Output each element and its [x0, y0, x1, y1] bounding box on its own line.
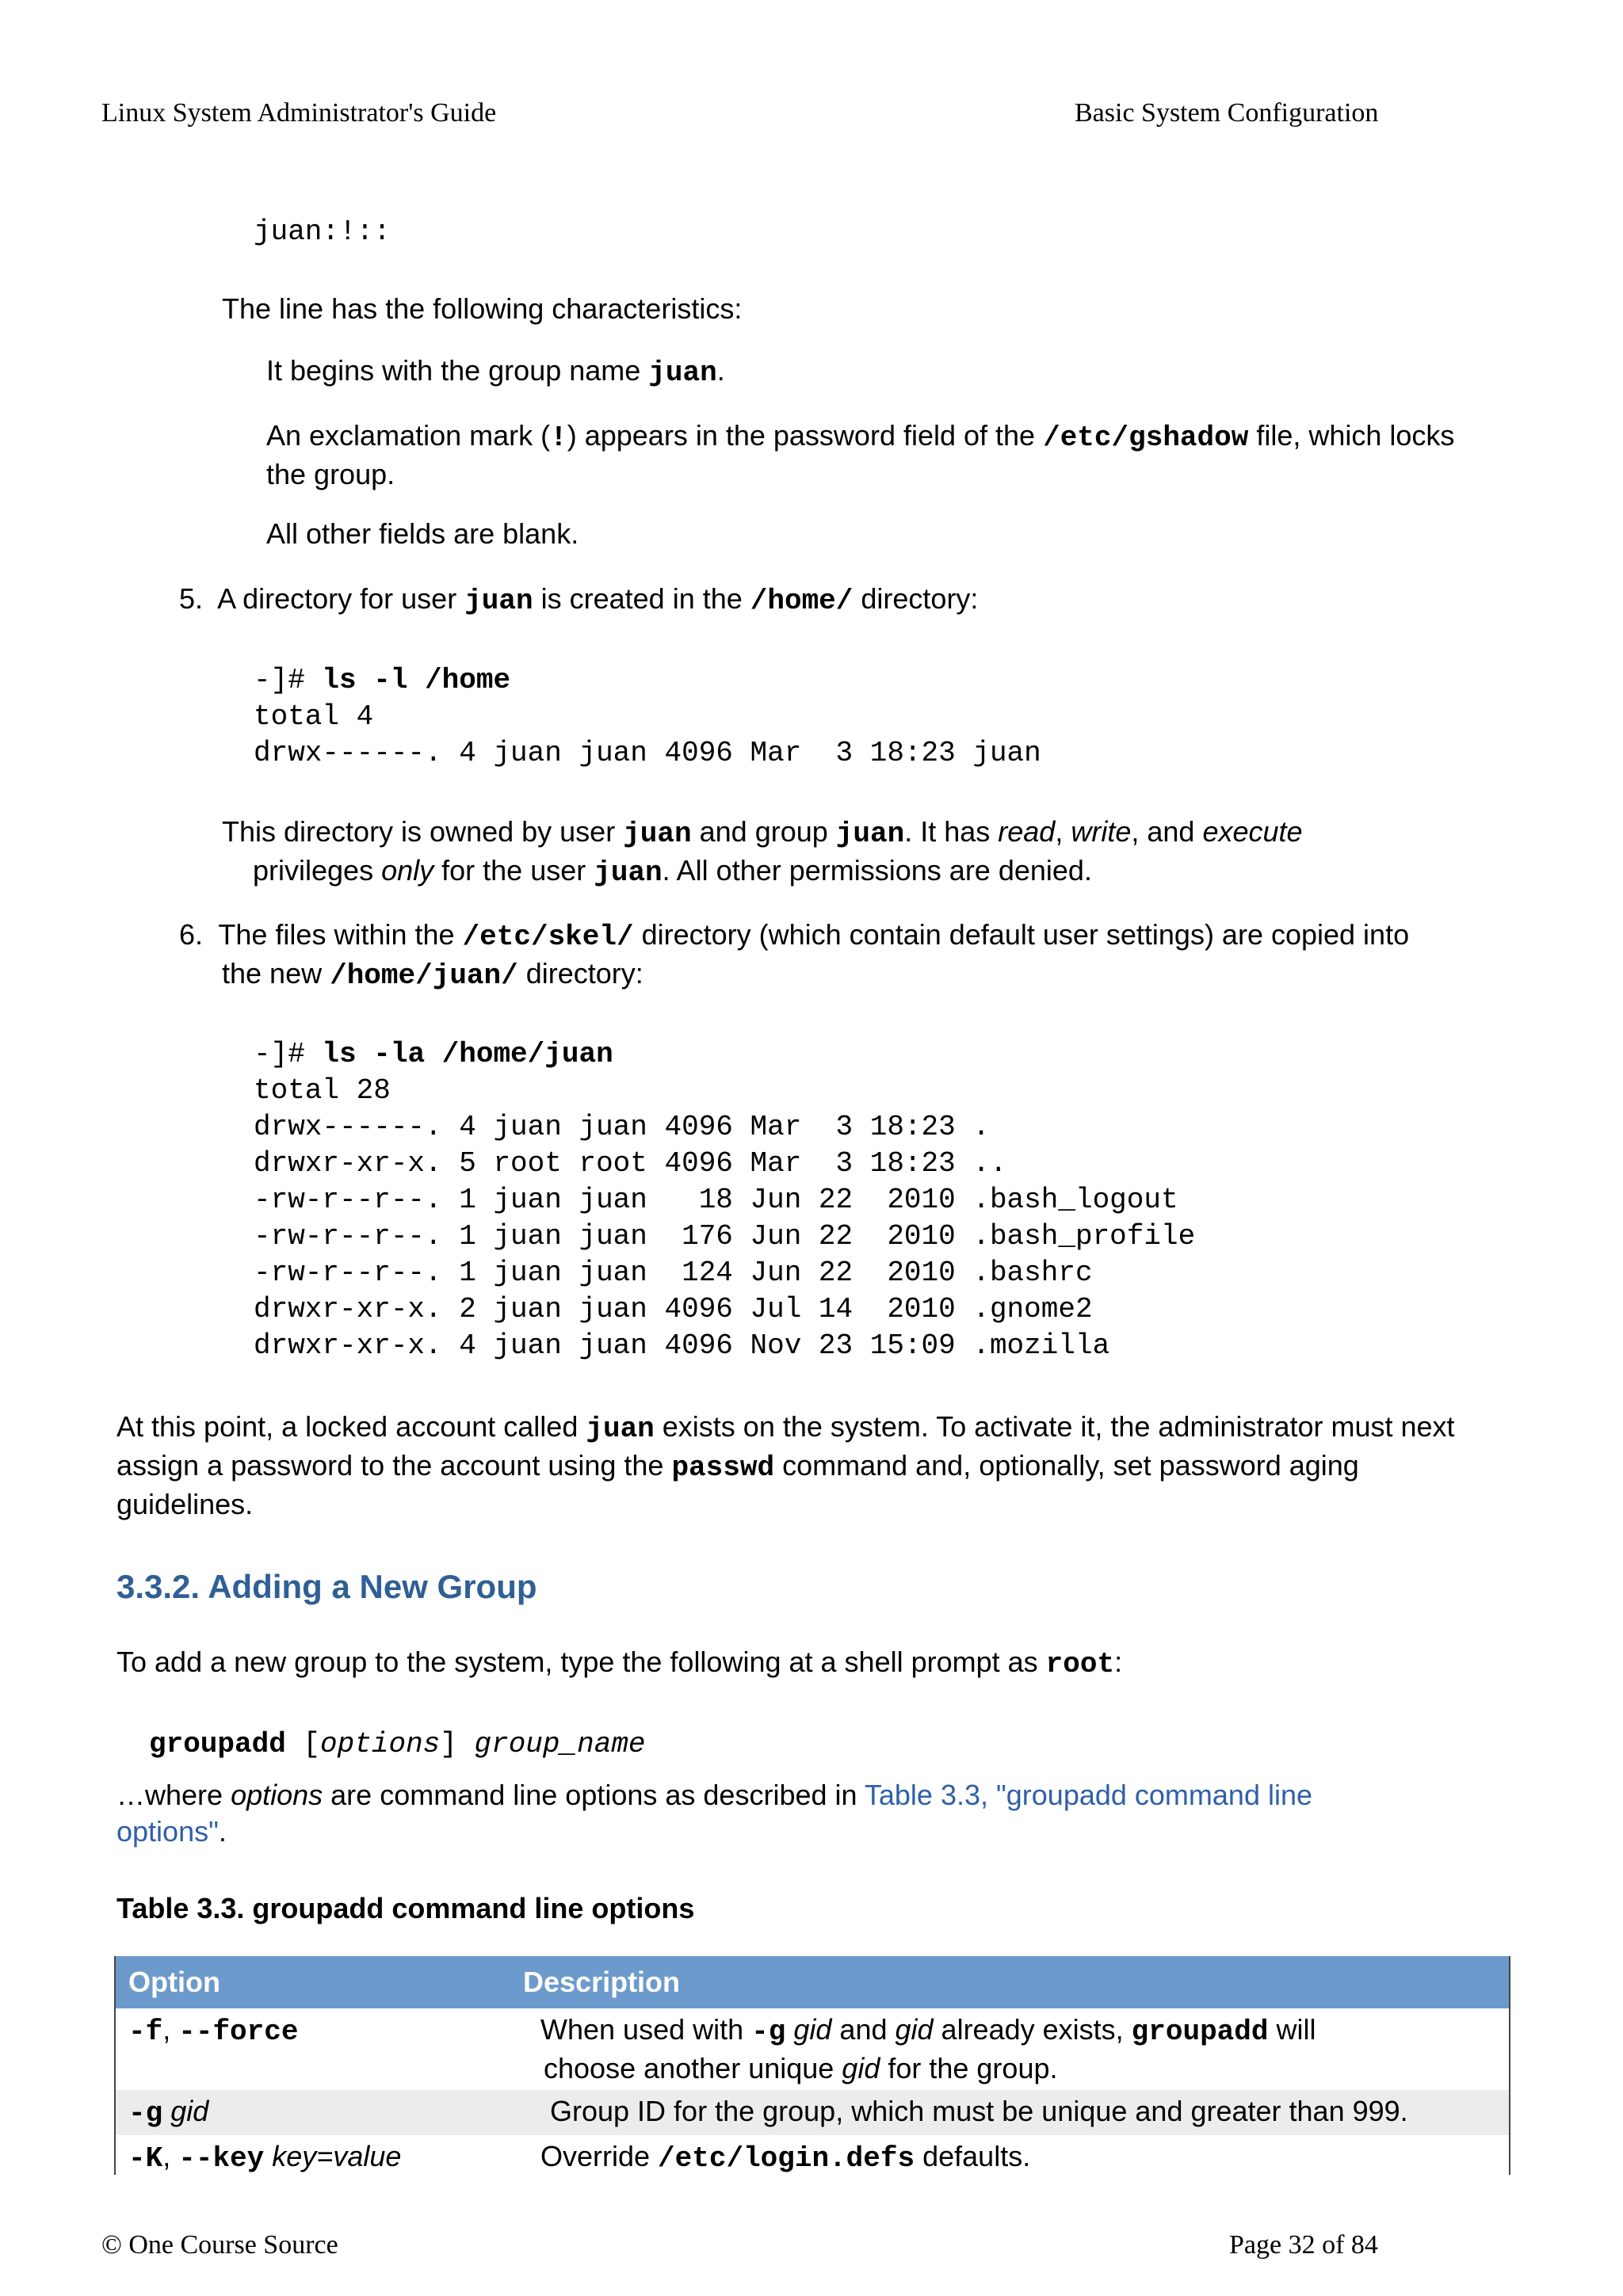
footer-left: © One Course Source [101, 2230, 338, 2260]
step-6: 6. The files within the /etc/skel/ directory (which contain default user settings) are copied into the new /home/juan/ directory: [179, 918, 1410, 992]
description-cell: When used with -g gid and gid already exists, groupadd will choose another unique gid for the group. [540, 2013, 1316, 2084]
step-5: 5. A directory for user juan is created in the /home/ directory: [179, 582, 979, 617]
table-link-cont[interactable]: options" [116, 1815, 219, 1848]
options-table-grid [116, 1956, 1509, 2180]
option-cell: -f, --force [128, 2013, 299, 2048]
characteristics-intro: The line has the following characteristics: [222, 292, 743, 325]
table-row [116, 2008, 1509, 2090]
options-reference: …where options are command line options as described in Table 3.3, "groupadd command line options". [116, 1779, 1313, 1848]
characteristic-item: An exclamation mark (!) appears in the password field of the /etc/gshadow file, which locks the group. [266, 419, 1455, 490]
step-5-note: This directory is owned by user juan and group juan. It has read, write, and execute privileges only for the user juan. All other permissions are denied. [222, 815, 1303, 889]
options-table [114, 1956, 1510, 2175]
column-header-description: Description [510, 1956, 1509, 2008]
table-caption: Table 3.3. groupadd command line options [116, 1892, 695, 1924]
code-block-ls-home: -]# ls -l /home total 4 drwx------. 4 juan juan 4096 Mar 3 18:23 juan [254, 664, 1041, 769]
running-header-left: Linux System Administrator's Guide [101, 98, 497, 128]
gshadow-entry: juan:!:: [254, 215, 391, 248]
option-cell: -g gid [128, 2095, 209, 2130]
column-header-option: Option [116, 1956, 510, 2008]
table-row [116, 2090, 1509, 2135]
summary-paragraph: At this point, a locked account called juan exists on the system. To activate it, the administrator must next assign a password to the account using the passwd command and, optionally, set password aging guidelines. [116, 1410, 1455, 1520]
section-intro: To add a new group to the system, type the following at a shell prompt as root: [116, 1646, 1123, 1680]
section-heading: 3.3.2. Adding a New Group [116, 1568, 537, 1605]
footer-page-number: Page 32 of 84 [1229, 2230, 1378, 2260]
description-cell: Override /etc/login.defs defaults. [540, 2140, 1031, 2175]
table-header-row [116, 1956, 1509, 2008]
option-cell: -K, --key key=value [128, 2140, 402, 2175]
table-row [116, 2135, 1509, 2180]
running-header-right: Basic System Configuration [1075, 98, 1379, 128]
characteristic-item: All other fields are blank. [266, 517, 579, 550]
characteristic-item: It begins with the group name juan. [266, 354, 725, 389]
code-block-ls-home-juan: -]# ls -la /home/juan total 28 drwx------. 4 juan juan 4096 Mar 3 18:23 . drwxr-xr-x. 5 root root 4096 Mar 3 18:23 .. -rw-r--r--. 1 juan juan 18 Jun 22 2010 .bash_logout -rw-r--r--. 1 juan juan 176 Jun 22 2010 .bash_profile -rw-r--r--. 1 juan juan 124 Jun 22 2010 .bashrc drwxr-xr-x. 2 juan juan 4096 Jul 14 2010 .gnome2 drwxr-xr-x. 4 juan juan 4096 Nov 23 15:09 .mozilla [254, 1038, 1196, 1362]
groupadd-syntax: groupadd [options] group_name [149, 1728, 646, 1760]
description-cell: Group ID for the group, which must be unique and greater than 999. [550, 2095, 1408, 2127]
table-link[interactable]: Table 3.3, "groupadd command line [864, 1779, 1313, 1811]
